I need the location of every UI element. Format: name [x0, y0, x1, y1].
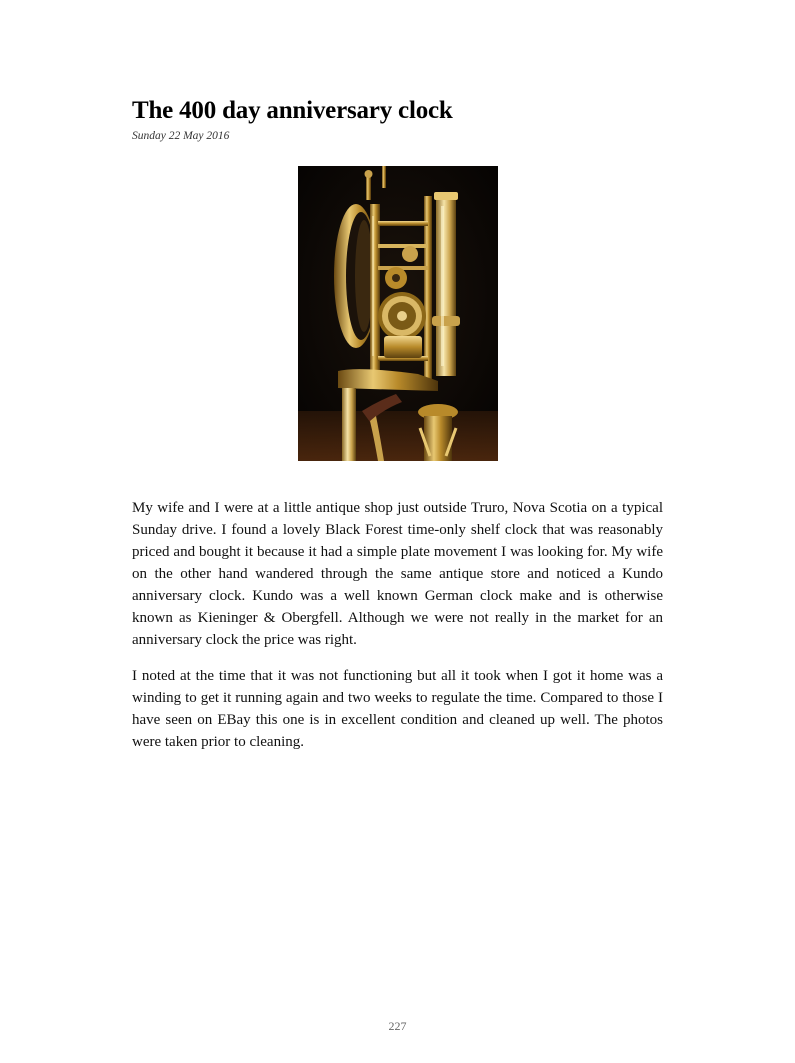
article-title: The 400 day anniversary clock — [132, 97, 453, 124]
clock-illustration — [298, 166, 498, 461]
clock-movement-photo — [298, 166, 498, 461]
page-number: 227 — [388, 1019, 407, 1033]
paragraph-1: My wife and I were at a little antique shop just outside Truro, Nova Scotia on a typical Sunday drive. I found a lovely Black Forest time-only shelf clock that was reasonably priced and bought it because it had a simple plate movement I was looking for. My wife on the other hand wandered through the same antique store and noticed a Kundo anniversary clock. Kundo was a well known German clock make and is otherwise known as Kieninger & Obergfell. Although we were not really in the market for an anniversary clock the price was right. — [132, 500, 663, 648]
article-body — [132, 497, 663, 767]
article-date: Sunday 22 May 2016 — [132, 130, 230, 142]
paragraph-2: I noted at the time that it was not functioning but all it took when I got it home was a winding to get it running again and two weeks to regulate the time. Compared to those I have seen on EBay this one is in excellent condition and cleaned up well. The photos were taken prior to cleaning. — [132, 668, 663, 750]
